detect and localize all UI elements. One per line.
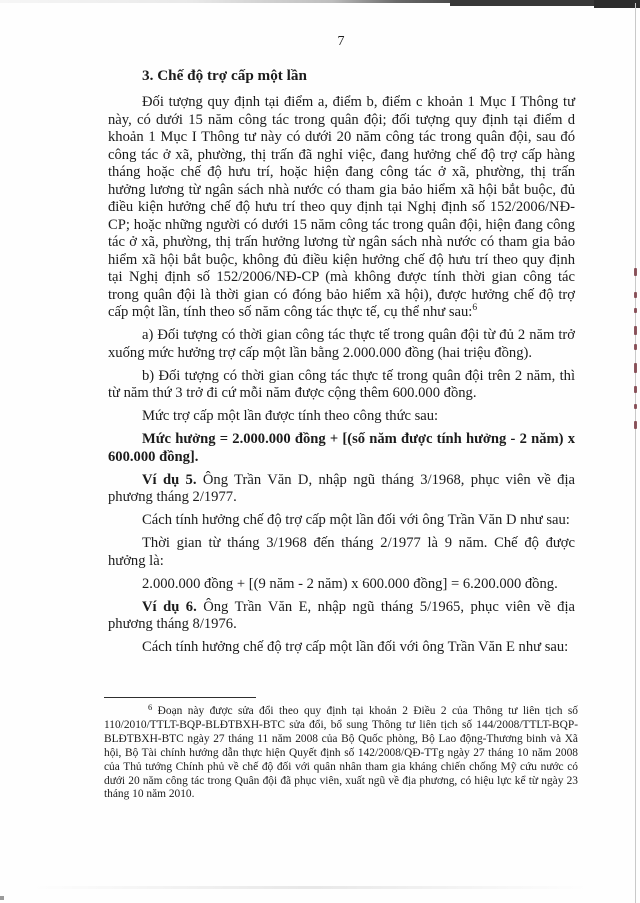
footnote-text	[104, 702, 578, 802]
page-number: 7	[337, 34, 346, 49]
paragraph-intro	[108, 94, 575, 322]
paragraph-calc-d-intro: Cách tính hưởng chế độ trợ cấp một lần đối với ông Trần Văn D như sau:	[142, 512, 570, 528]
paragraph-item-b: b) Đối tượng có thời gian công tác thực tế trong quân đội trên 2 năm, thì từ năm thứ 3 trở đi cứ mỗi năm được cộng thêm 600.000 đồng.	[108, 367, 575, 401]
red-mark-artifact	[634, 292, 637, 298]
footnote-marker: 6	[148, 702, 153, 712]
paragraph-intro-text: Đối tượng quy định tại điểm a, điểm b, điểm c khoản 1 Mục I Thông tư này, có dưới 15 năm công tác trong quân đội; đối tượng quy định tại điểm d khoản 1 Mục I Thông tư này có dưới 20 năm công tác trong quân đội, sau đó công tác ở xã, phường, thị trấn đã nghỉ việc, đang hưởng chế độ trợ cấp hàng tháng hoặc chế độ hưu trí, hoặc hiện đang công tác ở xã, phường, thị trấn hưởng lương từ ngân sách nhà nước có tham gia bảo hiểm xã hội bắt buộc, đủ điều kiện hưởng chế độ hưu trí theo quy định tại Nghị định số 152/2006/NĐ-CP; hoặc những người có dưới 15 năm công tác trong quân đội, hiện đang công tác ở xã, phường, thị trấn hưởng lương từ ngân sách nhà nước có tham gia bảo hiểm xã hội bắt buộc, không đủ điều kiện hưởng chế độ hưu trí theo quy định tại Nghị định số 152/2006/NĐ-CP (mà không được tính thời gian công tác trong quân đội là thời gian có đóng bảo hiểm xã hội), được hưởng chế độ trợ cấp một lần, tính theo số năm công tác thực tế, cụ thể như sau:	[108, 94, 575, 320]
paragraph-formula-intro: Mức trợ cấp một lần được tính theo công thức sau:	[142, 408, 439, 424]
red-mark-artifact	[634, 308, 637, 313]
footnote-section	[104, 697, 578, 802]
example-5-text: Ông Trần Văn D, nhập ngũ tháng 3/1968, phục viên về địa phương tháng 2/1977.	[108, 471, 576, 505]
example-6-label: Ví dụ 6.	[142, 598, 197, 615]
red-mark-artifact	[634, 421, 637, 429]
red-mark-artifact	[634, 344, 637, 350]
paragraph-formula: Mức hưởng = 2.000.000 đồng + [(số năm được tính hưởng - 2 năm) x 600.000 đồng].	[108, 431, 575, 465]
example-6-text: Ông Trần Văn E, nhập ngũ tháng 5/1965, phục viên về địa phương tháng 8/1976.	[108, 598, 575, 632]
scan-bottom-dot-artifact	[0, 896, 4, 900]
section-heading: 3. Chế độ trợ cấp một lần	[142, 66, 307, 84]
paragraph-example-6	[108, 599, 575, 634]
example-5-label: Ví dụ 5.	[142, 471, 197, 488]
scan-right-edge-line	[635, 3, 636, 903]
paragraph-duration-d: Thời gian từ tháng 3/1968 đến tháng 2/1977 là 9 năm. Chế độ được hưởng là:	[108, 535, 575, 569]
document-body	[108, 0, 575, 657]
red-mark-artifact	[634, 363, 637, 373]
footnote-separator-rule	[104, 697, 256, 698]
red-mark-artifact	[634, 326, 637, 335]
red-mark-artifact	[634, 404, 637, 409]
footnote-reference: 6	[472, 303, 478, 313]
scan-top-corner-artifact	[594, 0, 640, 8]
footnote-body: Đoạn này được sửa đổi theo quy định tại khoản 2 Điều 2 của Thông tư liên tịch số 110/2010/TTLT-BQP-BLĐTBXH-BTC sửa đổi, bổ sung Thông tư liên tịch số 144/2008/TTLT-BQP-BLĐTBXH-BTC ngày 27 tháng 11 năm 2008 của Bộ Quốc phòng, Bộ Lao động-Thương binh và Xã hội, Bộ Tài chính hướng dẫn thực hiện Quyết định số 142/2008/QĐ-TTg ngày 27 tháng 10 năm 2008 của Thủ tướng Chính phủ về chế độ đối với quân nhân tham gia kháng chiến chống Mỹ cứu nước có dưới 20 năm công tác trong Quân đội đã phục viên, xuất ngũ về địa phương, có hiệu lực kể từ ngày 23 tháng 10 năm 2010.	[104, 705, 578, 801]
paragraph-item-a: a) Đối tượng có thời gian công tác thực tế trong quân đội từ đủ 2 năm trở xuống mức hưởng trợ cấp một lần bằng 2.000.000 đồng (hai triệu đồng).	[108, 327, 575, 361]
scan-bottom-smudge-artifact	[30, 886, 590, 889]
paragraph-calc-e-intro: Cách tính hưởng chế độ trợ cấp một lần đối với ông Trần Văn E như sau:	[142, 639, 569, 655]
red-mark-artifact	[634, 386, 637, 393]
red-mark-artifact	[634, 268, 637, 276]
paragraph-calc-d-result: 2.000.000 đồng + [(9 năm - 2 năm) x 600.000 đồng] = 6.200.000 đồng.	[142, 575, 558, 592]
paragraph-example-5	[108, 472, 575, 507]
